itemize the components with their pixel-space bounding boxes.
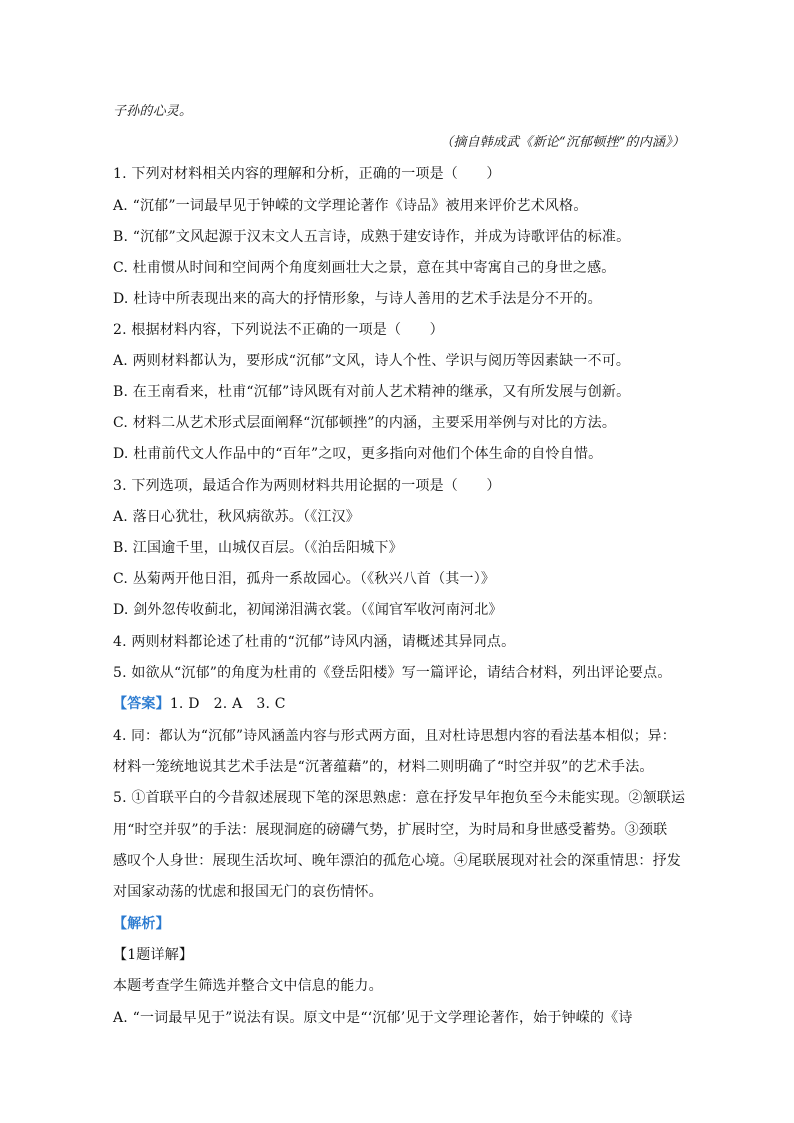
question-3-option-d: D. 剑外忽传收蓟北，初闻涕泪满衣裳。（《闻官军收河南河北》 xyxy=(113,602,503,618)
answer-tag: 【答案】 xyxy=(113,696,170,712)
analysis-tag: 【解析】 xyxy=(113,916,170,932)
question-2-stem: 2. 根据材料内容，下列说法不正确的一项是（ ） xyxy=(113,322,444,338)
analysis-option-a: A. “一词最早见于”说法有误。原文中是“‘沉郁’见于文学理论著作，始于钟嵘的《诗 xyxy=(113,1010,633,1026)
answer-2: 2. A xyxy=(213,696,243,712)
analysis-intro: 本题考查学生筛选并整合文中信息的能力。 xyxy=(113,978,383,994)
answer-5-line-1: 5. ①首联平白的今昔叙述展现下笔的深思熟虑：意在抒发早年抱负至今未能实现。②颔联运 xyxy=(113,790,686,806)
question-3-option-a: A. 落日心犹壮，秋风病欲苏。（《江汉》 xyxy=(113,509,361,525)
answer-5-line-2: 用“时空并驭”的手法：展现洞庭的磅礴气势，扩展时空，为时局和身世感受蓄势。③颈联 xyxy=(113,822,668,838)
question-3-option-c: C. 丛菊两开他日泪，孤舟一系故园心。（《秋兴八首（其一）》 xyxy=(113,571,496,587)
answer-1: 1. D xyxy=(169,696,200,712)
question-3-stem: 3. 下列选项，最适合作为两则材料共用论据的一项是（ ） xyxy=(113,478,501,494)
intro-tail: 子孙的心灵。 xyxy=(113,104,193,119)
question-1-option-c: C. 杜甫惯从时间和空间两个角度刻画壮大之景，意在其中寄寓自己的身世之感。 xyxy=(113,260,616,276)
question-1-option-d: D. 杜诗中所表现出来的高大的抒情形象，与诗人善用的艺术手法是分不开的。 xyxy=(113,291,602,307)
question-2-option-c: C. 材料二从艺术形式层面阐释“沉郁顿挫”的内涵，主要采用举例与对比的方法。 xyxy=(113,415,617,431)
question-2-option-d: D. 杜甫前代文人作品中的“百年”之叹，更多指向对他们个体生命的自怜自惜。 xyxy=(113,446,603,462)
question-4-stem: 4. 两则材料都论述了杜甫的“沉郁”诗风内涵，请概述其异同点。 xyxy=(113,634,516,650)
answer-5-line-3: 感叹个人身世：展现生活坎坷、晚年漂泊的孤危心境。④尾联展现对社会的深重情思：抒发 xyxy=(113,853,681,869)
question-1-option-b: B. “沉郁”文风起源于汉末文人五言诗，成熟于建安诗作，并成为诗歌评估的标准。 xyxy=(113,229,631,245)
analysis-subheading: 【1题详解】 xyxy=(113,947,194,963)
answer-4-line-2: 材料一笼统地说其艺术手法是“沉著蕴藉”的，材料二则明确了“时空并驭”的艺术手法。 xyxy=(113,759,654,775)
answer-4-line-1: 4. 同：都认为“沉郁”诗风涵盖内容与形式两方面，且对杜诗思想内容的看法基本相似；异： xyxy=(113,728,676,744)
answer-3: 3. C xyxy=(256,696,286,712)
answer-row xyxy=(113,694,286,714)
question-2-option-b: B. 在王南看来，杜甫“沉郁”诗风既有对前人艺术精神的继承，又有所发展与创新。 xyxy=(113,384,631,400)
question-1-option-a: A. “沉郁”一词最早见于钟嵘的文学理论著作《诗品》被用来评价艺术风格。 xyxy=(113,198,588,214)
question-2-option-a: A. 两则材料都认为，要形成“沉郁”文风，诗人个性、学识与阅历等因素缺一不可。 xyxy=(113,353,631,369)
question-3-option-b: B. 江国逾千里，山城仅百层。（《泊岳阳城下》 xyxy=(113,540,403,556)
question-1-stem: 1. 下列对材料相关内容的理解和分析，正确的一项是（ ） xyxy=(113,166,501,182)
answer-5-line-4: 对国家动荡的忧虑和报国无门的哀伤情怀。 xyxy=(113,884,383,900)
question-5-stem: 5. 如欲从“沉郁”的角度为杜甫的《登岳阳楼》写一篇评论，请结合材料，列出评论要点。 xyxy=(113,665,672,681)
source-citation: （摘自韩成武《新论“沉郁顿挫”的内涵》） xyxy=(440,135,685,150)
